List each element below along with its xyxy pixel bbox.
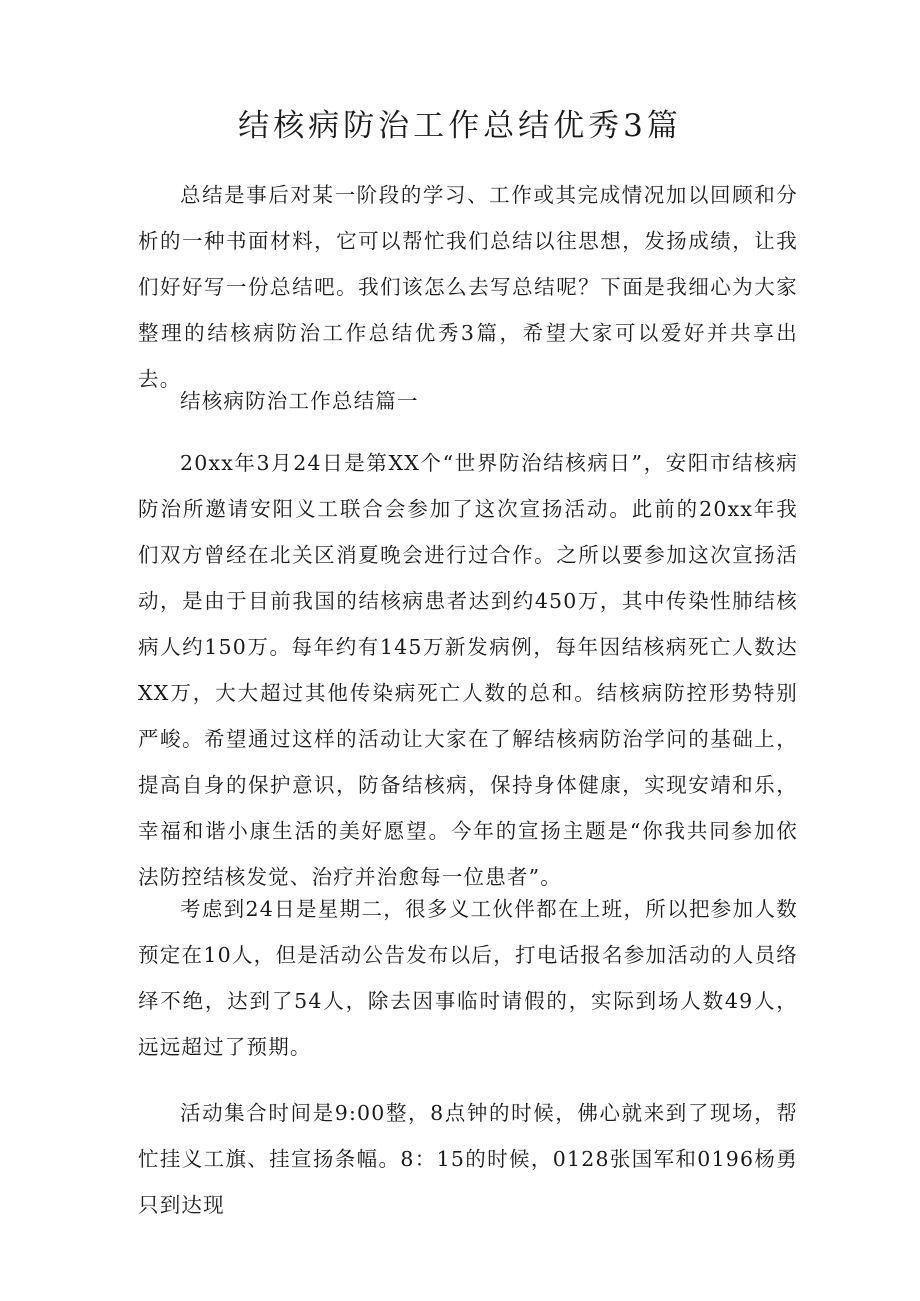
body-paragraph-2: 考虑到24日是星期二，很多义工伙伴都在上班，所以把参加人数预定在10人，但是活动公告发布以后，打电话报名参加活动的人员络绎不绝，达到了54人，除去因事临时请假的，实际到场人数49人，远远超过了预期。: [138, 897, 798, 1059]
document-title: 结核病防治工作总结优秀3篇: [238, 108, 682, 144]
body-paragraph-1: 20xx年3月24日是第XX个“世界防治结核病日”，安阳市结核病防治所邀请安阳义工联合会参加了这次宣扬活动。此前的20xx年我们双方曾经在北关区消夏晚会进行过合作。之所以要参加这次宣扬活动，是由于目前我国的结核病患者达到约450万，其中传染性肺结核病人约150万。每年约有145万新发病例，每年因结核病死亡人数达XX万，大大超过其他传染病死亡人数的总和。结核病防控形势特别严峻。希望通过这样的活动让大家在了解结核病防治学问的基础上，提高自身的保护意识，防备结核病，保持身体健康，实现安靖和乐，幸福和谐小康生活的美好愿望。今年的宣扬主题是“你我共同参加依法防控结核发觉、治疗并治愈每一位患者”。: [138, 451, 798, 889]
section-heading: 结核病防治工作总结篇一: [180, 389, 419, 413]
body-paragraph-3: 活动集合时间是9:00整，8点钟的时候，佛心就来到了现场，帮忙挂义工旗、挂宣扬条幅。8：15的时候，0128张国军和0196杨勇只到达现: [138, 1101, 798, 1217]
intro-paragraph: 总结是事后对某一阶段的学习、工作或其完成情况加以回顾和分析的一种书面材料，它可以帮忙我们总结以往思想，发扬成绩，让我们好好写一份总结吧。我们该怎么去写总结呢？下面是我细心为大家整理的结核病防治工作总结优秀3篇，希望大家可以爱好并共享出去。: [138, 183, 798, 391]
